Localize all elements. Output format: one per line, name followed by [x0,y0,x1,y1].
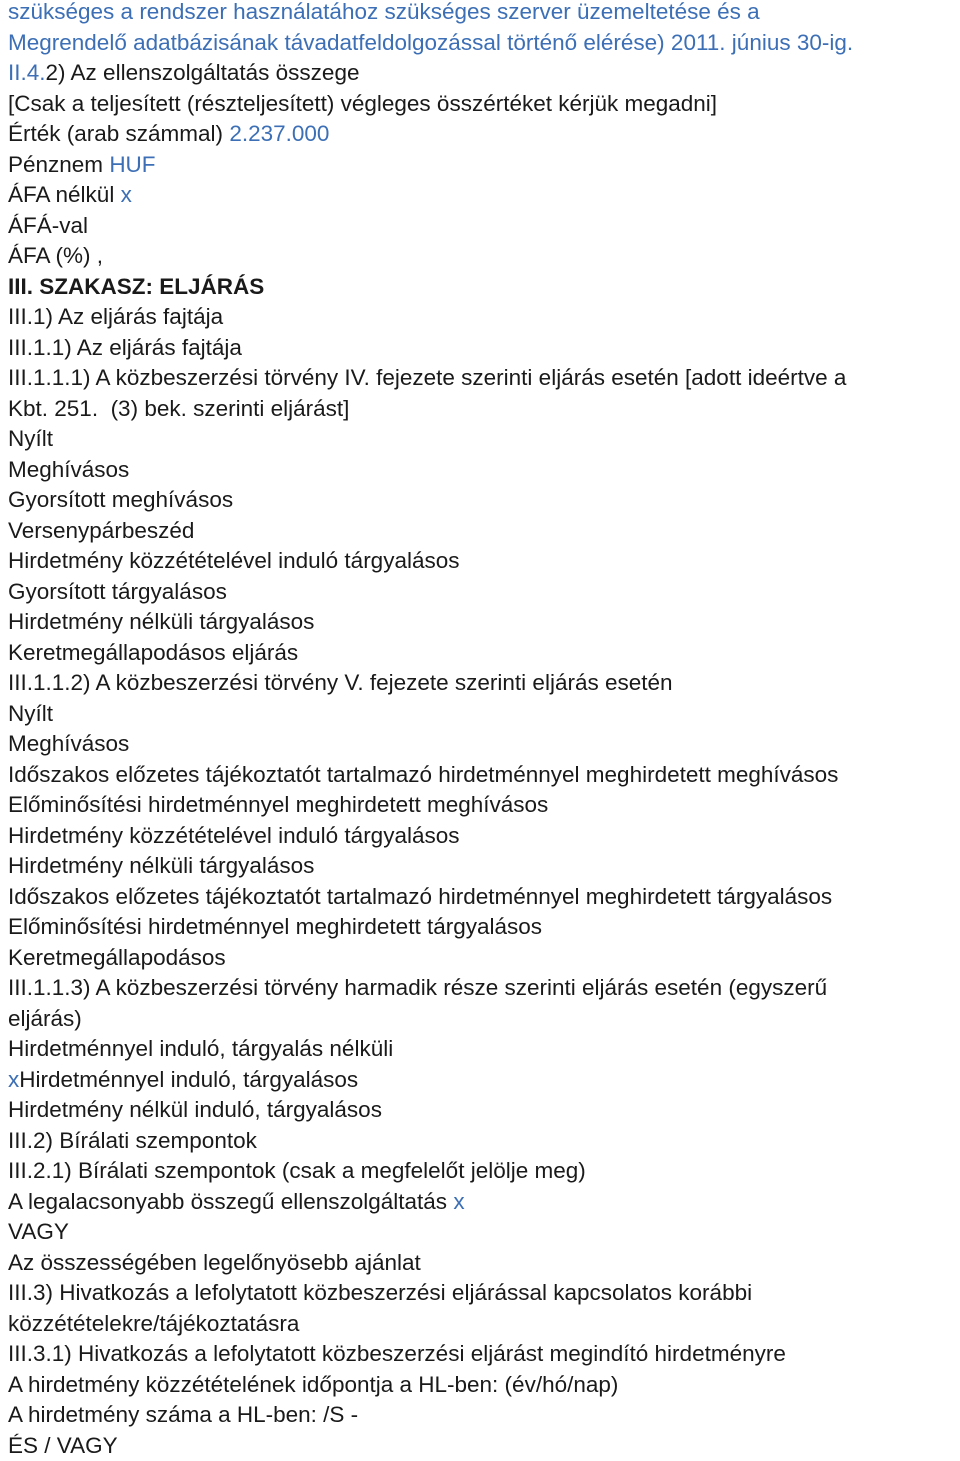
option-line: Hirdetmény közzétételével induló tárgyalásos [8,821,958,852]
field-label: Érték (arab számmal) [8,121,229,146]
document-body [8,0,958,1461]
option-line: ÁFÁ-val [8,211,958,242]
option-label: Hirdetménnyel induló, tárgyalásos [19,1067,358,1092]
text-line: VAGY [8,1217,958,1248]
option-line: Gyorsított tárgyalásos [8,577,958,608]
option-line: Hirdetmény közzétételével induló tárgyalásos [8,546,958,577]
option-line: Meghívásos [8,455,958,486]
text-line: közzétételekre/tájékoztatásra [8,1309,958,1340]
section-number-prefix: II.4. [8,60,46,85]
option-line: Hirdetmény nélkül induló, tárgyalásos [8,1095,958,1126]
text-line: Kbt. 251. (3) bek. szerinti eljárást] [8,394,958,425]
option-line: Előminősítési hirdetménnyel meghirdetett tárgyalásos [8,912,958,943]
text-line: ÉS / VAGY [8,1431,958,1461]
text-line: eljárás) [8,1004,958,1035]
option-line: Időszakos előzetes tájékoztatót tartalmazó hirdetménnyel meghirdetett tárgyalásos [8,882,958,913]
selected-mark: x [121,182,132,207]
option-line: Gyorsított meghívásos [8,485,958,516]
option-line: Nyílt [8,699,958,730]
option-label: A legalacsonyabb összegű ellenszolgáltatás [8,1189,453,1214]
option-label: ÁFA nélkül [8,182,121,207]
option-line: Meghívásos [8,729,958,760]
section-heading: III.2.1) Bírálati szempontok (csak a megfelelőt jelölje meg) [8,1156,958,1187]
text-line: szükséges a rendszer használatához szükséges szerver üzemeltetése és a [8,0,958,28]
section-heading: III.3.1) Hivatkozás a lefolytatott közbeszerzési eljárást megindító hirdetményre [8,1339,958,1370]
option-line: Hirdetmény nélküli tárgyalásos [8,607,958,638]
option-line: Az összességében legelőnyösebb ajánlat [8,1248,958,1279]
option-line [8,1065,958,1096]
value-line [8,119,958,150]
currency-line [8,150,958,181]
section-heading: III.1.1.1) A közbeszerzési törvény IV. fejezete szerinti eljárás esetén [adott ideértve a [8,363,958,394]
selected-mark: x [8,1067,19,1092]
currency-value: HUF [109,152,155,177]
option-line [8,180,958,211]
part-heading: III. SZAKASZ: ELJÁRÁS [8,272,958,303]
text-line: [Csak a teljesített (részteljesített) végleges összértéket kérjük megadni] [8,89,958,120]
section-heading [8,58,958,89]
option-line: Hirdetmény nélküli tárgyalásos [8,851,958,882]
option-line: Keretmegállapodásos [8,943,958,974]
section-heading: III.1.1.3) A közbeszerzési törvény harmadik része szerinti eljárás esetén (egyszerű [8,973,958,1004]
section-heading: III.2) Bírálati szempontok [8,1126,958,1157]
section-heading: III.1) Az eljárás fajtája [8,302,958,333]
text-line: A hirdetmény közzétételének időpontja a HL-ben: (év/hó/nap) [8,1370,958,1401]
section-heading: III.1.1.2) A közbeszerzési törvény V. fejezete szerinti eljárás esetén [8,668,958,699]
section-title: 2) Az ellenszolgáltatás összege [46,60,360,85]
field-label: Pénznem [8,152,109,177]
option-line: Előminősítési hirdetménnyel meghirdetett meghívásos [8,790,958,821]
option-line: Hirdetménnyel induló, tárgyalás nélküli [8,1034,958,1065]
option-line: Keretmegállapodásos eljárás [8,638,958,669]
section-heading: III.3) Hivatkozás a lefolytatott közbeszerzési eljárással kapcsolatos korábbi [8,1278,958,1309]
text-line: Megrendelő adatbázisának távadatfeldolgozással történő elérése) 2011. június 30-ig. [8,28,958,59]
option-line [8,1187,958,1218]
option-line: Versenypárbeszéd [8,516,958,547]
text-line: A hirdetmény száma a HL-ben: /S - [8,1400,958,1431]
selected-mark: x [453,1189,464,1214]
section-heading: III.1.1) Az eljárás fajtája [8,333,958,364]
field-value: 2.237.000 [229,121,329,146]
option-line: Időszakos előzetes tájékoztatót tartalmazó hirdetménnyel meghirdetett meghívásos [8,760,958,791]
option-line: Nyílt [8,424,958,455]
option-line: ÁFA (%) , [8,241,958,272]
